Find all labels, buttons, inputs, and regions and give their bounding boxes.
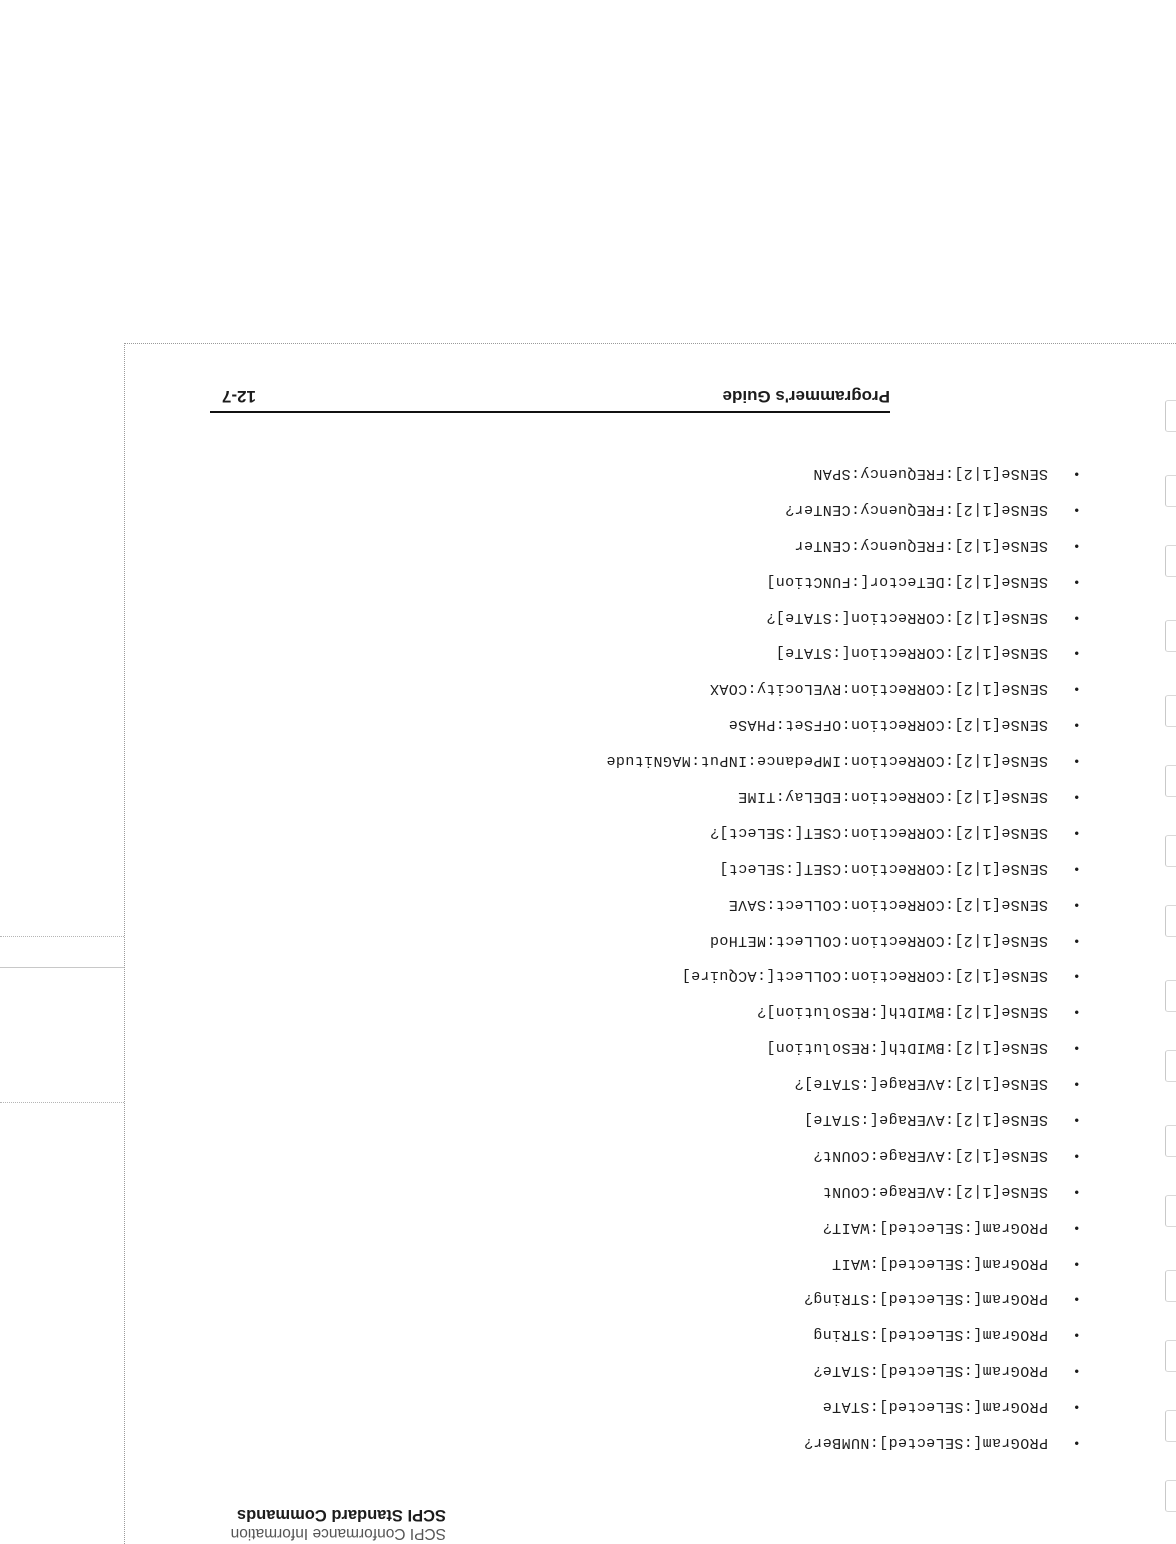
list-item <box>606 456 1079 492</box>
bullet-icon: • <box>1074 825 1079 841</box>
command-text: SENSe[1|2]:BWIDth[:RESolution]? <box>756 1003 1048 1021</box>
list-item <box>606 1317 1079 1353</box>
bullet-icon: • <box>1074 1364 1079 1380</box>
bullet-icon: • <box>1074 1436 1079 1451</box>
list-item <box>606 528 1079 564</box>
bullet-icon: • <box>1074 538 1079 554</box>
list-item <box>606 779 1079 815</box>
bullet-icon: • <box>1074 718 1079 734</box>
list-item <box>606 1138 1079 1174</box>
list-item <box>606 636 1079 672</box>
list-item <box>606 707 1079 743</box>
bullet-icon: • <box>1074 682 1079 698</box>
bullet-icon: • <box>1074 1256 1079 1272</box>
bullet-icon: • <box>1074 969 1079 985</box>
command-text: SENSe[1|2]:FREQuency:CENTer <box>794 536 1048 554</box>
list-item <box>606 959 1079 995</box>
command-text: SENSe[1|2]:CORRection:RVELocity:COAX <box>709 680 1048 698</box>
command-text: SENSe[1|2]:CORRection:IMPedance:INPut:MAGNitude <box>606 752 1048 770</box>
bullet-icon: • <box>1074 1005 1079 1021</box>
bullet-icon: • <box>1074 933 1079 949</box>
bullet-icon: • <box>1074 1400 1079 1416</box>
bullet-icon: • <box>1074 1220 1079 1236</box>
page-number: 12-7 <box>221 387 256 406</box>
command-text: SENSe[1|2]:BWIDth[:RESolution] <box>765 1039 1048 1057</box>
bullet-icon: • <box>1074 1077 1079 1093</box>
command-text: PROGram[:SELected]:STATe? <box>812 1362 1048 1380</box>
list-item <box>606 1174 1079 1210</box>
list-item <box>606 492 1079 528</box>
command-text: SENSe[1|2]:CORRection:COLLect:METHod <box>709 931 1048 949</box>
command-text: SENSe[1|2]:FREQuency:CENTer? <box>784 500 1048 518</box>
command-text: PROGram[:SELected]:WAIT <box>831 1254 1048 1272</box>
command-text: SENSe[1|2]:CORRection:COLLect[:ACQuire] <box>681 967 1048 985</box>
list-item <box>606 994 1079 1030</box>
list-item <box>606 600 1079 636</box>
bullet-icon: • <box>1074 574 1079 590</box>
list-item <box>606 1066 1079 1102</box>
list-item <box>606 1030 1079 1066</box>
bullet-icon: • <box>1074 1328 1079 1344</box>
bullet-icon: • <box>1074 1184 1079 1200</box>
command-text: SENSe[1|2]:CORRection:OFFSet:PHASe <box>728 716 1048 734</box>
list-item <box>606 671 1079 707</box>
guide-title: Programmer's Guide <box>722 387 890 406</box>
command-text: SENSe[1|2]:CORRection:EDELay:TIME <box>737 787 1048 805</box>
bullet-icon: • <box>1074 610 1079 626</box>
command-text: SENSe[1|2]:AVERage[:STATe] <box>803 1110 1048 1128</box>
command-text: SENSe[1|2]:AVERage[:STATe]? <box>794 1075 1048 1093</box>
list-item <box>606 1246 1079 1282</box>
command-text: PROGram[:SELected]:STATe <box>822 1398 1048 1416</box>
list-item <box>606 1425 1079 1461</box>
bullet-icon: • <box>1074 1292 1079 1308</box>
command-text: SENSe[1|2]:AVERage:COUNt? <box>812 1146 1048 1164</box>
list-item <box>606 1102 1079 1138</box>
bullet-icon: • <box>1074 1041 1079 1057</box>
footer-subtitle: SCPI Conformance Information <box>230 1525 446 1542</box>
bullet-icon: • <box>1074 502 1079 518</box>
command-text: SENSe[1|2]:AVERage:COUNt <box>822 1182 1048 1200</box>
bullet-icon: • <box>1074 1148 1079 1164</box>
command-text: SENSe[1|2]:FREQuency:SPAN <box>812 464 1048 482</box>
bullet-icon: • <box>1074 646 1079 662</box>
bullet-icon: • <box>1074 861 1079 877</box>
page-footer <box>206 1506 446 1542</box>
bullet-icon: • <box>1074 789 1079 805</box>
bullet-icon: • <box>1074 897 1079 913</box>
command-list <box>606 456 1079 1461</box>
list-item <box>606 851 1079 887</box>
command-text: PROGram[:SELected]:STRing? <box>803 1290 1048 1308</box>
command-text: PROGram[:SELected]:STRing <box>812 1326 1048 1344</box>
list-item <box>606 743 1079 779</box>
bullet-icon: • <box>1074 466 1079 482</box>
list-item <box>606 815 1079 851</box>
command-text: PROGram[:SELected]:NUMBer? <box>803 1434 1048 1451</box>
bullet-icon: • <box>1074 1112 1079 1128</box>
list-item <box>606 1282 1079 1318</box>
list-item <box>606 1353 1079 1389</box>
header-rule <box>210 411 890 413</box>
command-text: SENSe[1|2]:CORRection:CSET[:SELect]? <box>709 823 1048 841</box>
list-item <box>606 1210 1079 1246</box>
command-text: SENSe[1|2]:CORRection[:STATe]? <box>765 608 1048 626</box>
command-text: SENSe[1|2]:CORRection:CSET[:SELect] <box>718 859 1048 877</box>
list-item <box>606 887 1079 923</box>
footer-title: SCPI Standard Commands <box>236 1506 446 1524</box>
command-text: SENSe[1|2]:DETector[:FUNCtion] <box>765 572 1048 590</box>
list-item <box>606 564 1079 600</box>
command-text: PROGram[:SELected]:WAIT? <box>822 1218 1048 1236</box>
bullet-icon: • <box>1074 754 1079 770</box>
command-text: SENSe[1|2]:CORRection:COLLect:SAVE <box>728 895 1048 913</box>
command-text: SENSe[1|2]:CORRection[:STATe] <box>775 644 1048 662</box>
list-item <box>606 1389 1079 1425</box>
list-item <box>606 923 1079 959</box>
